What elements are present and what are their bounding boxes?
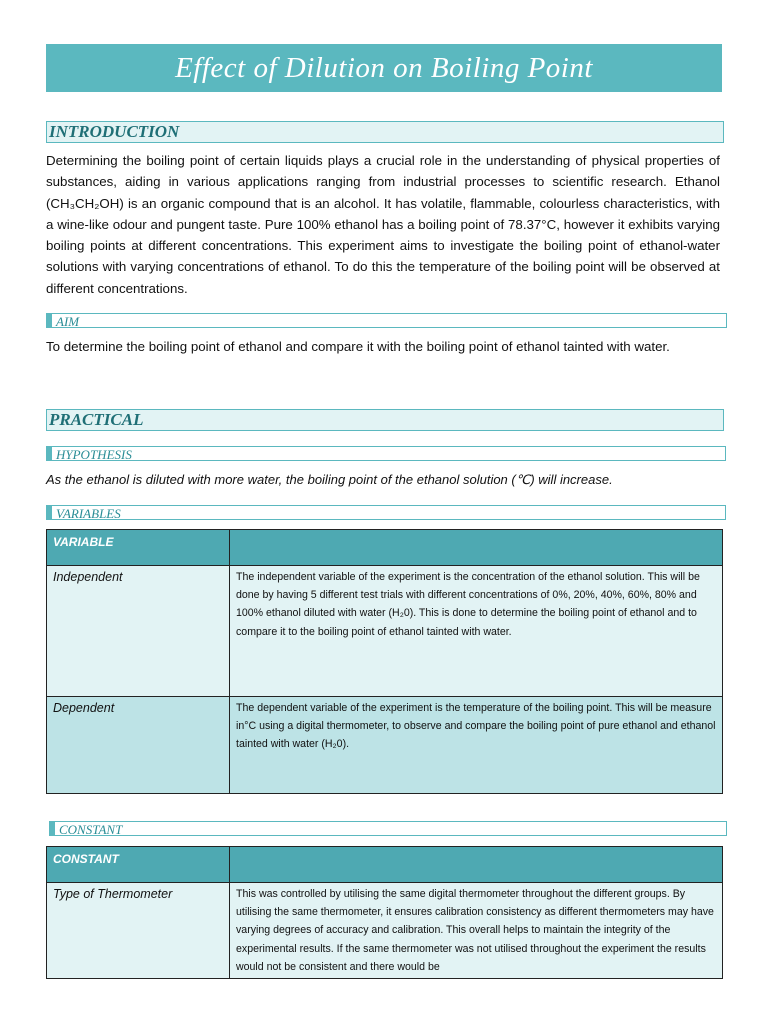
table-header-row: [47, 530, 723, 566]
introduction-text: Determining the boiling point of certain liquids plays a crucial role in the understanding of physical properties of substances, aiding in various applications ranging from industrial processes to scientific research. Ethanol (CH₃CH₂OH) is an organic compound that is an alcohol. It has volatile, flammable, colourless characteristics, with a wine-like odour and pungent taste. Pure 100% ethanol has a boiling point of 78.37°C, however it exhibits varying boiling points at different concentrations. This experiment aims to investigate the boiling point of ethanol-water solutions with varying concentrations of ethanol. To do this the temperature of the boiling point will be observed at different concentrations.: [46, 153, 720, 296]
aim-text: To determine the boiling point of ethanol and compare it with the boiling point of ethanol tainted with water.: [46, 339, 670, 354]
hypothesis-heading: HYPOTHESIS: [46, 446, 726, 461]
variables-table: [46, 529, 723, 794]
variable-label: Dependent: [47, 697, 230, 794]
constant-label: Type of Thermometer: [47, 883, 230, 979]
variable-description: The independent variable of the experiment is the concentration of the ethanol solution. This will be done by having 5 different test trials with different concentrations of 0%, 20%, 40%, 60%, 80% and 100% ethanol diluted with water (H₂0). This is done to determine the boiling point of ethanol and to compare it to the boiling point of ethanol tainted with water.: [230, 566, 723, 697]
constant-description: This was controlled by utilising the same digital thermometer throughout the different groups. By utilising the same thermometer, it ensures calibration consistency as different thermometers may have varying degrees of accuracy and calibration. This overall helps to maintain the integrity of the experimental results. If the same thermometer was not utilised throughout the experiment the results would not be consistent and there would be: [230, 883, 723, 979]
table-row: [47, 566, 723, 697]
introduction-heading: INTRODUCTION: [46, 121, 724, 143]
constant-table: [46, 846, 723, 979]
title-banner: [46, 44, 722, 92]
table-row: [47, 697, 723, 794]
variables-heading: VARIABLES: [46, 505, 726, 520]
table-header-cell: [230, 530, 723, 566]
hypothesis-text: As the ethanol is diluted with more water, the boiling point of the ethanol solution (℃) will increase.: [46, 472, 613, 487]
table-header-cell: [230, 847, 723, 883]
table-row: [47, 883, 723, 979]
aim-heading: AIM: [46, 313, 727, 328]
table-header-cell: CONSTANT: [47, 847, 230, 883]
practical-heading: PRACTICAL: [46, 409, 724, 431]
constant-heading: CONSTANT: [49, 821, 727, 836]
table-header-cell: VARIABLE: [47, 530, 230, 566]
variable-description: The dependent variable of the experiment is the temperature of the boiling point. This will be measure in°C using a digital thermometer, to observe and compare the boiling point of pure ethanol and ethanol tainted with water (H₂0).: [230, 697, 723, 794]
variable-label: Independent: [47, 566, 230, 697]
table-header-row: [47, 847, 723, 883]
page-title: Effect of Dilution on Boiling Point: [175, 51, 593, 84]
